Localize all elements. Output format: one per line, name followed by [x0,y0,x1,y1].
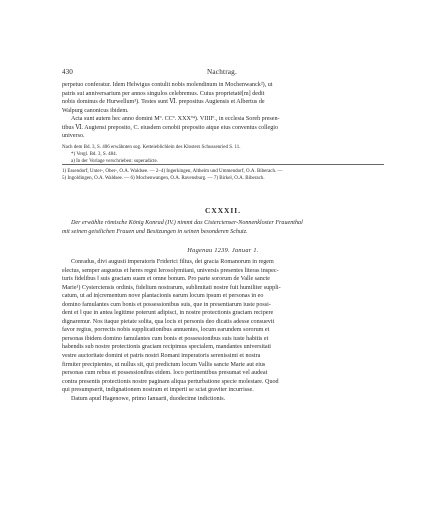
source-note: Nach dem Bd. 3, S. 406 erwähnten sog. Ketteieblichlein des Klosters Schussenried S. 11. [62,145,241,150]
page-header [62,66,382,78]
text-line: personas ibidem domino famulantes cum bonis et possessionibus suis iuste habitis et [62,335,269,342]
page-number: 430 [62,68,73,76]
text-line: dignaremur. Nos itaque pietate solita, qua locis et personis deo dicatis adesse consuevit [62,318,275,325]
text-line: tibus Ⅵ. Augiensi preposito, C. eiusdem cenobii preposito atque eius conventus collegio [62,124,278,131]
text-line: Conradus, divi augusti imperatoris Friderici filius, dei gracia Romanorum in regem [71,259,274,265]
source-note: *) Vergl. Bd. 3, S. 484. [71,152,117,157]
regest-line: mit seinen geistlichen Frauen und Besitzungen in seinen besonderen Schutz. [62,228,248,235]
text-line: domino famulantes cum bonis et possessionibus suis, que in presentiarum iuste possi- [62,301,271,308]
continuation-text [62,81,384,141]
document-regest [62,219,384,236]
text-line: qui presumpserit, indignationem nostram et imperii se sciat graviter incurrisse. [62,387,254,394]
text-line: Datum apud Hagenowe, primo Ianuarii, duodecime indictionis. [71,395,226,402]
text-line: Acta sunt autem hec anno domini Mº. CCº. XXXº⁴). VIIIIº., in ecclesia Soreh presen- [71,116,280,123]
source-notes [62,144,384,165]
text-line: patris sui anniversarium per annos singulos celebremus. Cuius proprietatē[m] dedit [62,90,265,97]
running-title: Nachtrag. [207,68,237,76]
source-note: a) In der Vorlage verschrieben: superadicte. [71,159,158,164]
text-line: universo. [62,133,85,140]
document-number: CXXXII. [205,206,241,215]
text-line: perpetuo conferatur. Idem Helwigus contulit nobis molendinum in Mochenwanck²), ut [62,82,273,88]
text-line: firmiter precipientes, ut nullus sit, qui predictum locum Vallis sancte Marie aut eius [62,361,266,368]
document-dateline: Hagenau 1239. Januar 1. [187,247,259,254]
text-line: vestre auctoritate domini et patris nostri Romani imperatoris serenissimi et nostra [62,353,261,360]
text-line: contra presentis protectionis nostre paginam aliqua perturbatione specie molestare. Quod [62,378,279,385]
text-line: habendis sub nostre protectionis graciam recipimus specialem, mandantes universitati [62,344,271,351]
footnote-divider [62,164,384,165]
footnote: 1) Essendorf, Unter-, Ober-, O.A. Waldsee. — 2–4) Ingerkingen, Altheim und Ummendorf, O.A. Biberach. — [62,169,283,174]
footnotes [62,168,384,182]
footnote: 5) Ingoldingen, O.A. Waldsee. — 6) Mochenwangen, O.A. Ravensburg. — 7) Birkel, O.A. Biberach. [62,176,265,181]
document-text [62,258,384,403]
text-line: dent et ‖ que in antea legitime poterunt adipisci, in nostre protectionis graciam recipere [62,310,274,317]
text-line: Marie¹) Cysterciensis ordinis, fidelium nostrarum, sublimitati nostre fuit humiliter suppli- [62,284,281,291]
text-line: Walpurg canonicus ibidem. [62,107,129,114]
text-line: electus, semper augustus et heres regni Ierosolymitani, universis presentes literas inspec- [62,267,279,274]
text-line: turis fidelibus ‖ suis graciam suam et omne bonum. Pro parte sororum de Valle sancte [62,276,270,283]
text-line: personas cum rebus et possessionibus eidem. loco pertinentibus presumat vel audeat [62,370,268,377]
regest-line: Der erwählte römische König Konrad (IV.) nimmt das Cistercienser-Nonnenkloster Frauenthal [71,220,303,226]
text-line: catum, ut ad in|crementum nove plantacionis earum locum ipsum et personas in eo [62,293,264,300]
text-line: favor regius, porrectis nobis supplicationibus annuentes, locum earundem sororum et [62,327,270,334]
text-line: nobis dominus de Hurwellum³). Testes sunt Ⅵ. prepositus Augiensis et Albertus de [62,99,265,106]
